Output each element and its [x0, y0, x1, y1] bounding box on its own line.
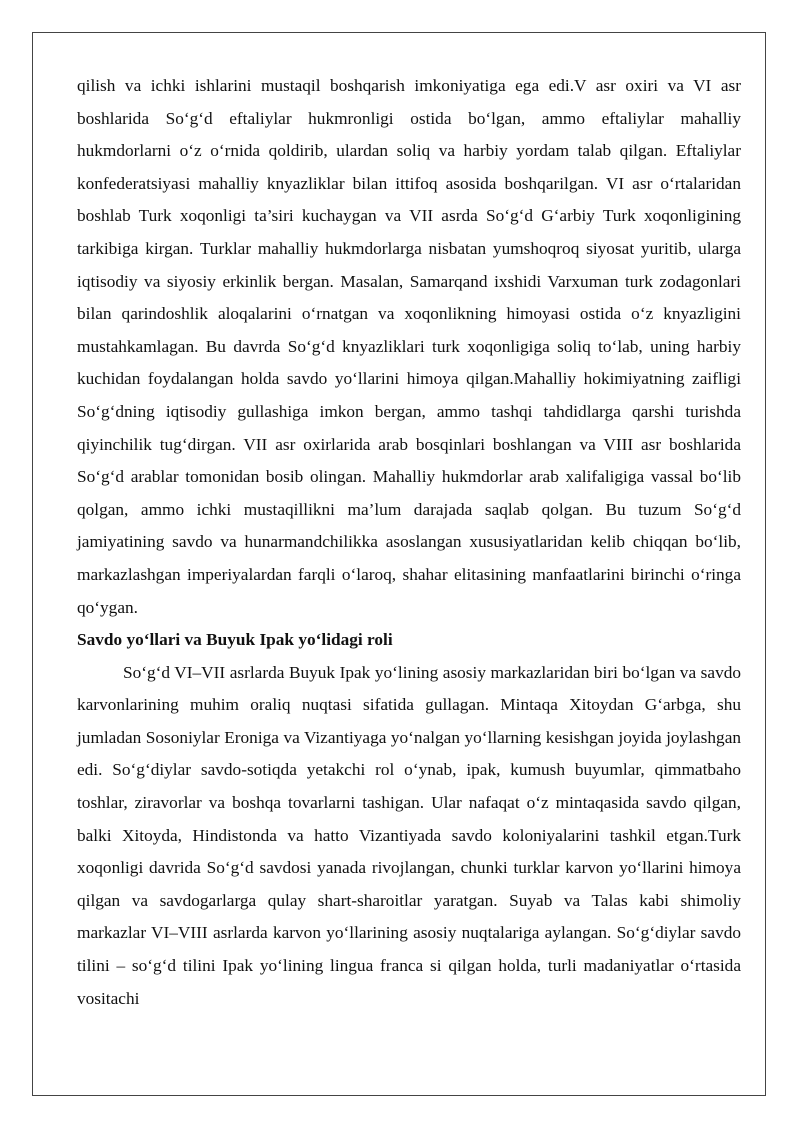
paragraph-2: So‘g‘d VI–VII asrlarda Buyuk Ipak yo‘lining asosiy markazlaridan biri bo‘lgan va savdo karvonlarining muhim oraliq nuqtasi sifatida gullagan. Mintaqa Xitoydan G‘arbga, shu jumladan Sosoniylar Eroniga va Vizantiyaga yo‘nalgan yo‘llarning kesishgan joyida joylashgan edi. So‘g‘diylar savdo-sotiqda yetakchi rol o‘ynab, ipak, kumush buyumlar, qimmatbaho toshlar, ziravorlar va boshqa tovarlarni tashigan. Ular nafaqat o‘z mintaqasida savdo qilgan, balki Xitoyda, Hindistonda va hatto Vizantiyada savdo koloniyalarini tashkil etgan.Turk xoqonligi davrida So‘g‘d savdosi yanada rivojlangan, chunki turklar karvon yo‘llarini himoya qilgan va savdogarlarga qulay shart-sharoitlar yaratgan. Suyab va Talas kabi shimoliy markazlar VI–VIII asrlarda karvon yo‘llarining asosiy nuqtalariga aylangan. So‘g‘diylar savdo tilini – so‘g‘d tilini Ipak yo‘lining lingua franca si qilgan holda, turli madaniyatlar o‘rtasida vositachi: [77, 662, 741, 1008]
section-heading: Savdo yo‘llari va Buyuk Ipak yo‘lidagi roli: [77, 630, 393, 650]
document-body: [77, 70, 741, 1015]
paragraph-1: qilish va ichki ishlarini mustaqil boshqarish imkoniyatiga ega edi.V asr oxiri va VI asr boshlarida So‘g‘d eftaliylar hukmronligi ostida bo‘lgan, ammo eftaliylar mahalliy hukmdorlarni o‘z o‘rnida qoldirib, ulardan soliq va harbiy yordam talab qilgan. Eftaliylar konfederatsiyasi mahalliy knyazliklar bilan ittifoq asosida boshqarilgan. VI asr o‘rtalaridan boshlab Turk xoqonligi ta’siri kuchaygan va VII asrda So‘g‘d G‘arbiy Turk xoqonligining tarkibiga kirgan. Turklar mahalliy hukmdorlarga nisbatan yumshoqroq siyosat yuritib, ularga iqtisodiy va siyosiy erkinlik bergan. Masalan, Samarqand ixshidi Varxuman turk zodagonlari bilan qarindoshlik aloqalarini o‘rnatgan va xoqonlikning himoyasi ostida o‘z knyazligini mustahkamlagan. Bu davrda So‘g‘d knyazliklari turk xoqonligiga soliq to‘lab, uning harbiy kuchidan foydalangan holda savdo yo‘llarini himoya qilgan.Mahalliy hokimiyatning zaifligi So‘g‘dning iqtisodiy gullashiga imkon bergan, ammo tashqi tahdidlarga qarshi turishda qiyinchilik tug‘dirgan. VII asr oxirlarida arab bosqinlari boshlangan va VIII asr boshlarida So‘g‘d arablar tomonidan bosib olingan. Mahalliy hukmdorlar arab xalifaligiga vassal bo‘lib qolgan, ammo ichki mustaqillikni ma’lum darajada saqlab qolgan. Bu tuzum So‘g‘d jamiyatining savdo va hunarmandchilikka asoslangan xususiyatlaridan kelib chiqqan bo‘lib, markazlashgan imperiyalardan farqli o‘laroq, shahar elitasining manfaatlarini birinchi o‘ringa qo‘ygan.: [77, 76, 741, 617]
